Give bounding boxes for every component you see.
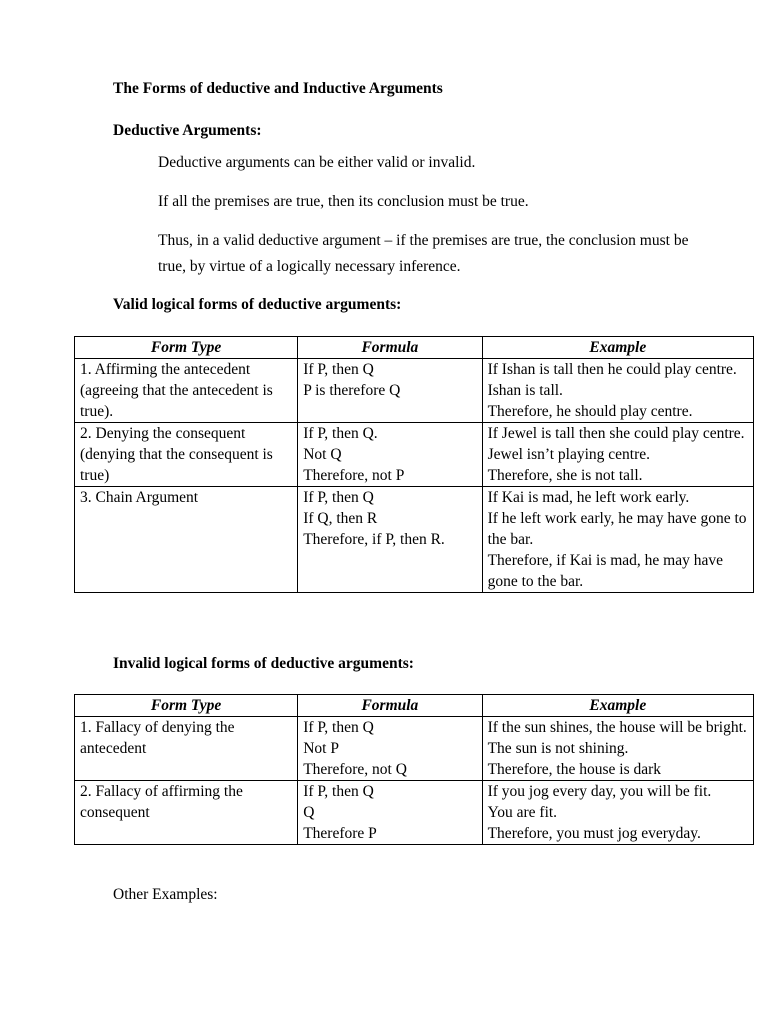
form-type-cell: 2. Fallacy of affirming the consequent [75, 781, 298, 845]
page-title: The Forms of deductive and Inductive Arguments [113, 80, 443, 97]
example-line: Ishan is tall. [487, 382, 563, 399]
column-header: Form Type [75, 695, 298, 717]
valid-forms-table [74, 336, 754, 593]
formula-line: If P, then Q. [303, 425, 378, 442]
table-header-row [75, 695, 754, 717]
example-cell [482, 359, 753, 423]
example-cell [482, 717, 753, 781]
column-header: Formula [298, 695, 482, 717]
list-item [133, 228, 693, 280]
example-line: If Jewel is tall then she could play centre. [487, 425, 745, 442]
column-header: Form Type [75, 337, 298, 359]
formula-line: If P, then Q [303, 719, 374, 736]
example-line: If he left work early, he may have gone to the bar. [487, 510, 751, 548]
formula-cell [298, 423, 482, 487]
example-line: If you jog every day, you will be fit. [487, 783, 712, 800]
formula-line: Therefore, not P [303, 467, 405, 484]
example-cell [482, 487, 753, 593]
bullet-text: If all the premises are true, then its conclusion must be true. [158, 193, 529, 210]
formula-line: Q [303, 804, 315, 821]
column-header: Example [482, 695, 753, 717]
column-header: Formula [298, 337, 482, 359]
example-line: Therefore, the house is dark [487, 761, 662, 778]
table-header-row [75, 337, 754, 359]
table-row [75, 359, 754, 423]
form-type-cell: 3. Chain Argument [75, 487, 298, 593]
table-row [75, 423, 754, 487]
other-examples-label: Other Examples: [113, 886, 218, 903]
list-item [133, 150, 693, 176]
table-row [75, 487, 754, 593]
formula-line: Not Q [303, 446, 342, 463]
bullet-text: Thus, in a valid deductive argument – if the premises are true, the conclusion must be true, by virtue of a logically necessary inference. [158, 232, 689, 275]
formula-line: If P, then Q [303, 489, 374, 506]
formula-line: If P, then Q [303, 783, 374, 800]
formula-line: P is therefore Q [303, 382, 401, 399]
formula-cell [298, 781, 482, 845]
table-row [75, 781, 754, 845]
deductive-heading: Deductive Arguments: [113, 122, 262, 139]
formula-line: Not P [303, 740, 339, 757]
example-cell [482, 423, 753, 487]
valid-forms-heading: Valid logical forms of deductive arguments: [113, 296, 402, 313]
formula-line: Therefore, if P, then R. [303, 531, 445, 548]
example-line: Therefore, she is not tall. [487, 467, 643, 484]
form-type-cell: 2. Denying the consequent (denying that the consequent is true) [75, 423, 298, 487]
table-row [75, 717, 754, 781]
invalid-forms-heading: Invalid logical forms of deductive arguments: [113, 655, 414, 672]
example-line: If the sun shines, the house will be bright. [487, 719, 747, 736]
formula-line: Therefore P [303, 825, 377, 842]
formula-cell [298, 717, 482, 781]
invalid-forms-table [74, 694, 754, 845]
formula-line: Therefore, not Q [303, 761, 407, 778]
form-type-cell: 1. Affirming the antecedent (agreeing that the antecedent is true). [75, 359, 298, 423]
formula-line: If P, then Q [303, 361, 374, 378]
bullet-list [133, 150, 693, 293]
formula-cell [298, 487, 482, 593]
example-cell [482, 781, 753, 845]
example-line: You are fit. [487, 804, 558, 821]
example-line: Therefore, you must jog everyday. [487, 825, 701, 842]
example-line: Therefore, he should play centre. [487, 403, 693, 420]
example-line: Therefore, if Kai is mad, he may have gone to the bar. [487, 552, 727, 590]
example-line: Jewel isn’t playing centre. [487, 446, 651, 463]
column-header: Example [482, 337, 753, 359]
list-item [133, 189, 693, 215]
example-line: If Ishan is tall then he could play centre. [487, 361, 737, 378]
formula-line: If Q, then R [303, 510, 378, 527]
example-line: The sun is not shining. [487, 740, 629, 757]
bullet-text: Deductive arguments can be either valid or invalid. [158, 154, 476, 171]
formula-cell [298, 359, 482, 423]
example-line: If Kai is mad, he left work early. [487, 489, 690, 506]
form-type-cell: 1. Fallacy of denying the antecedent [75, 717, 298, 781]
